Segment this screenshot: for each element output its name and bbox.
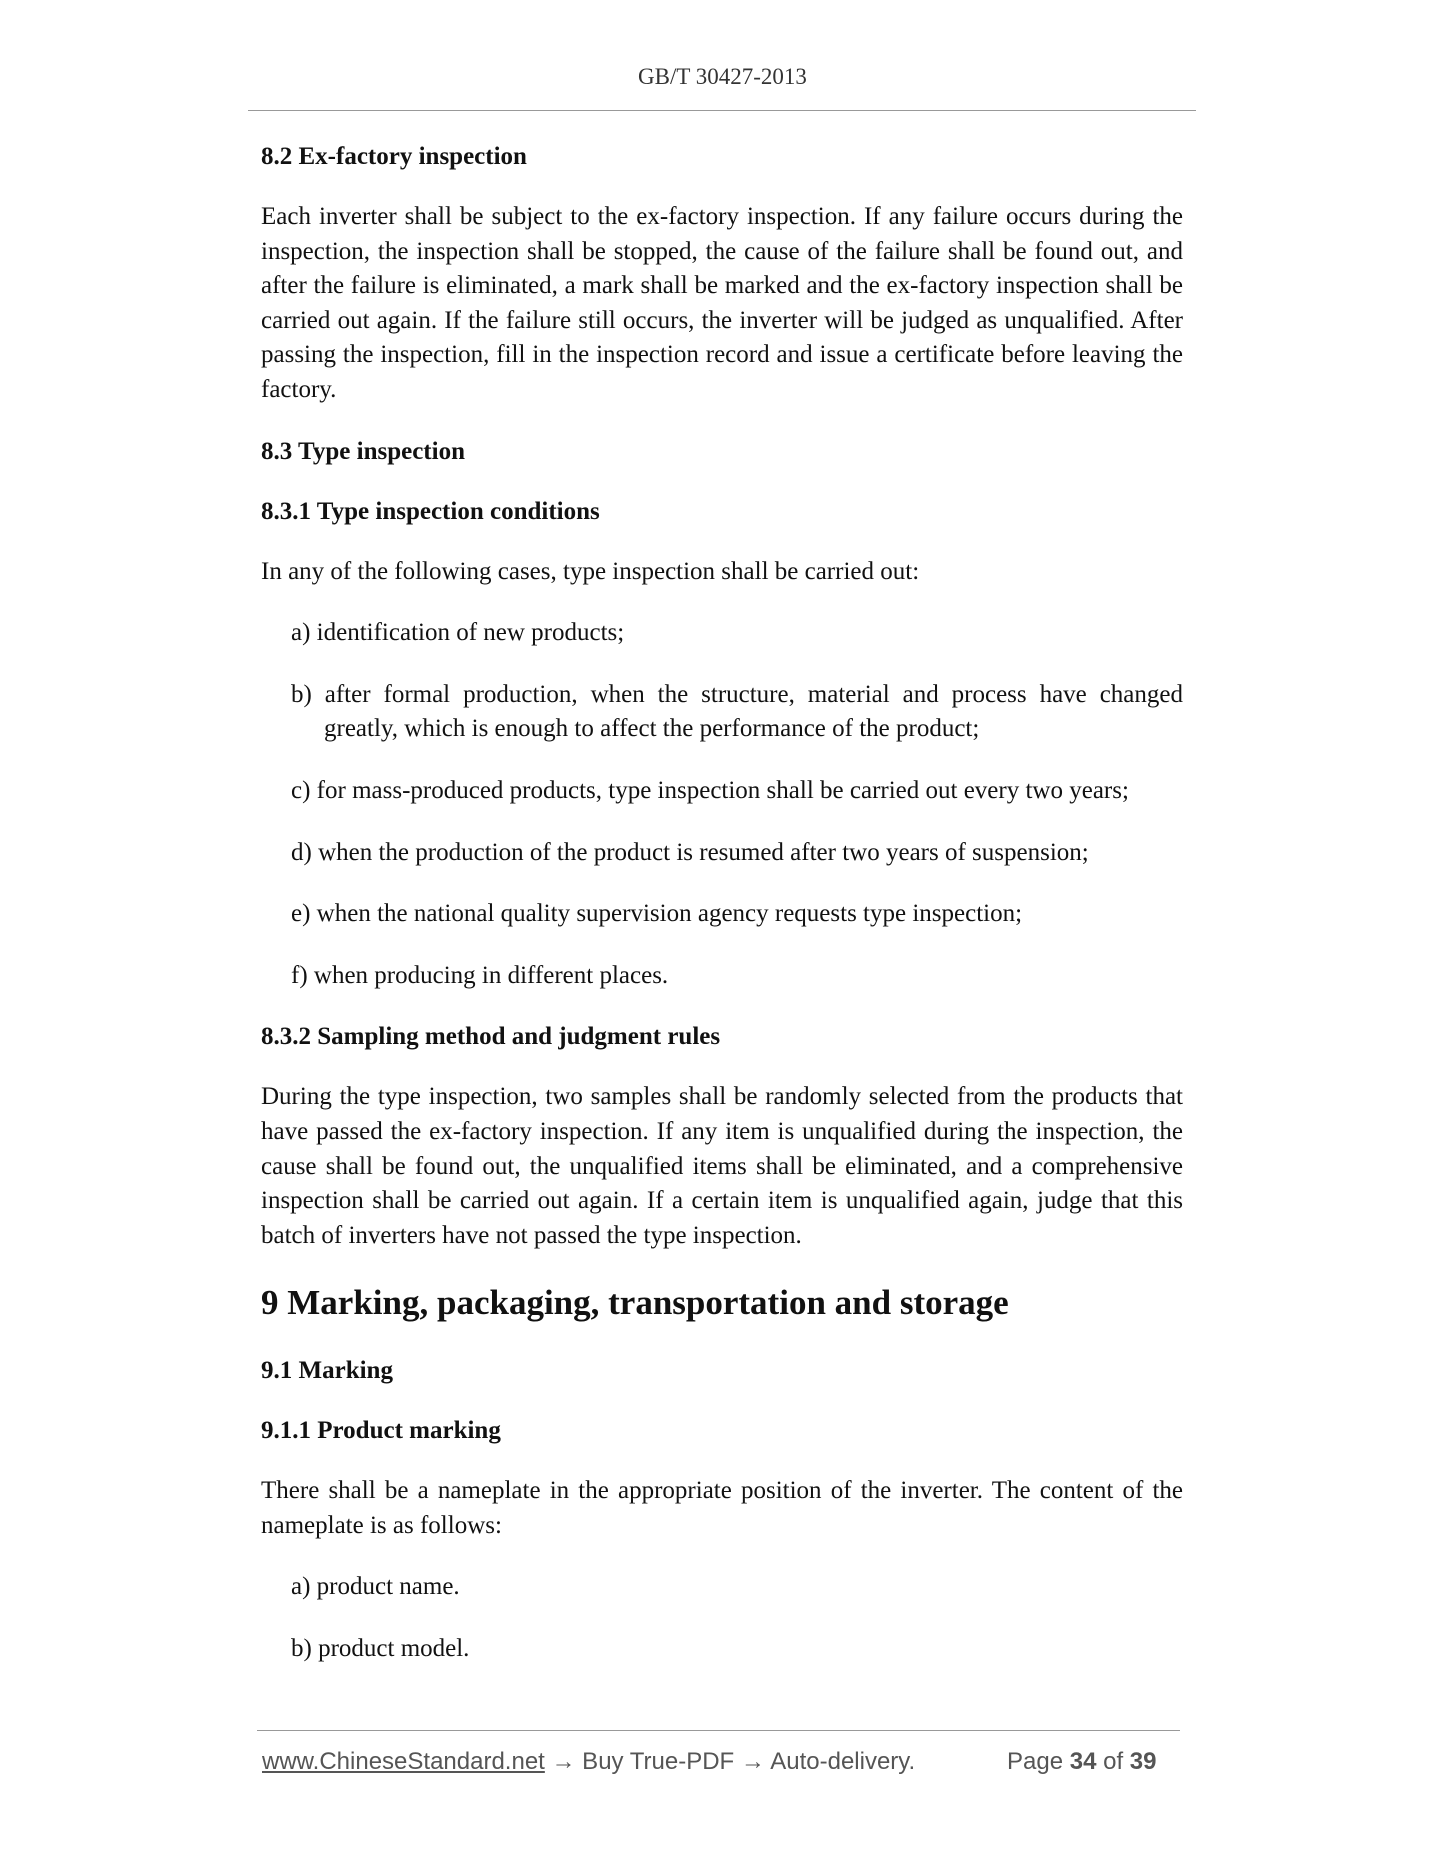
page-indicator xyxy=(1007,1748,1157,1776)
of-label: of xyxy=(1103,1748,1124,1775)
list-item: a) product name. xyxy=(291,1573,460,1601)
section-heading-8-3-2: 8.3.2 Sampling method and judgment rules xyxy=(261,1023,721,1051)
footer-divider xyxy=(257,1730,1180,1731)
section-heading-8-3-1: 8.3.1 Type inspection conditions xyxy=(261,497,600,525)
list-item: b) after formal production, when the structure, material and process have changed greatly, which is enough to affect the performance of the product; xyxy=(291,680,1183,743)
list-item: e) when the national quality supervision agency requests type inspection; xyxy=(291,900,1023,928)
section-heading-9-1-1: 9.1.1 Product marking xyxy=(261,1417,501,1445)
page-total: 39 xyxy=(1129,1748,1157,1775)
list-item: d) when the production of the product is resumed after two years of suspension; xyxy=(291,838,1089,866)
section-heading-8-3: 8.3 Type inspection xyxy=(261,437,465,465)
list-item: f) when producing in different places. xyxy=(291,961,669,989)
document-body xyxy=(261,140,1183,1694)
section-heading-8-2: 8.2 Ex-factory inspection xyxy=(261,143,527,170)
page-footer xyxy=(262,1748,1180,1776)
running-header: GB/T 30427-2013 xyxy=(638,64,807,89)
paragraph-type-cases-intro: In any of the following cases, type inspection shall be carried out: xyxy=(261,557,920,585)
section-heading-9-1: 9.1 Marking xyxy=(261,1357,393,1385)
page-number: 34 xyxy=(1069,1748,1097,1775)
list-item: b) product model. xyxy=(291,1635,470,1663)
chapter-heading-9: 9 Marking, packaging, transportation and storage xyxy=(261,1283,1009,1323)
website-link[interactable]: www.ChineseStandard.net xyxy=(262,1748,545,1775)
paragraph-sampling: During the type inspection, two samples shall be randomly selected from the products that have passed the ex-factory inspection. If any item is unqualified during the inspection, the cause shall be found out, the unqualified items shall be eliminated, and a comprehensive inspection shall be carried out again. If a certain item is unqualified again, judge that this batch of inverters have not passed the type inspection. xyxy=(261,1083,1183,1249)
page-label: Page xyxy=(1007,1748,1064,1775)
header-divider xyxy=(248,110,1196,111)
list-item: a) identification of new products; xyxy=(291,619,625,647)
list-item: c) for mass-produced products, type inspection shall be carried out every two years; xyxy=(291,776,1129,804)
paragraph-ex-factory: Each inverter shall be subject to the ex-factory inspection. If any failure occurs during the inspection, the inspection shall be stopped, the cause of the failure shall be found out, and after the failure is eliminated, a mark shall be marked and the ex-factory inspection shall be carried out again. If the failure still occurs, the inverter will be judged as unqualified. After passing the inspection, fill in the inspection record and issue a certificate before leaving the factory. xyxy=(261,203,1183,403)
promo-text: → Buy True-PDF → Auto-delivery. xyxy=(544,1748,916,1775)
paragraph-nameplate: There shall be a nameplate in the appropriate position of the inverter. The content of the nameplate is as follows: xyxy=(261,1477,1183,1539)
